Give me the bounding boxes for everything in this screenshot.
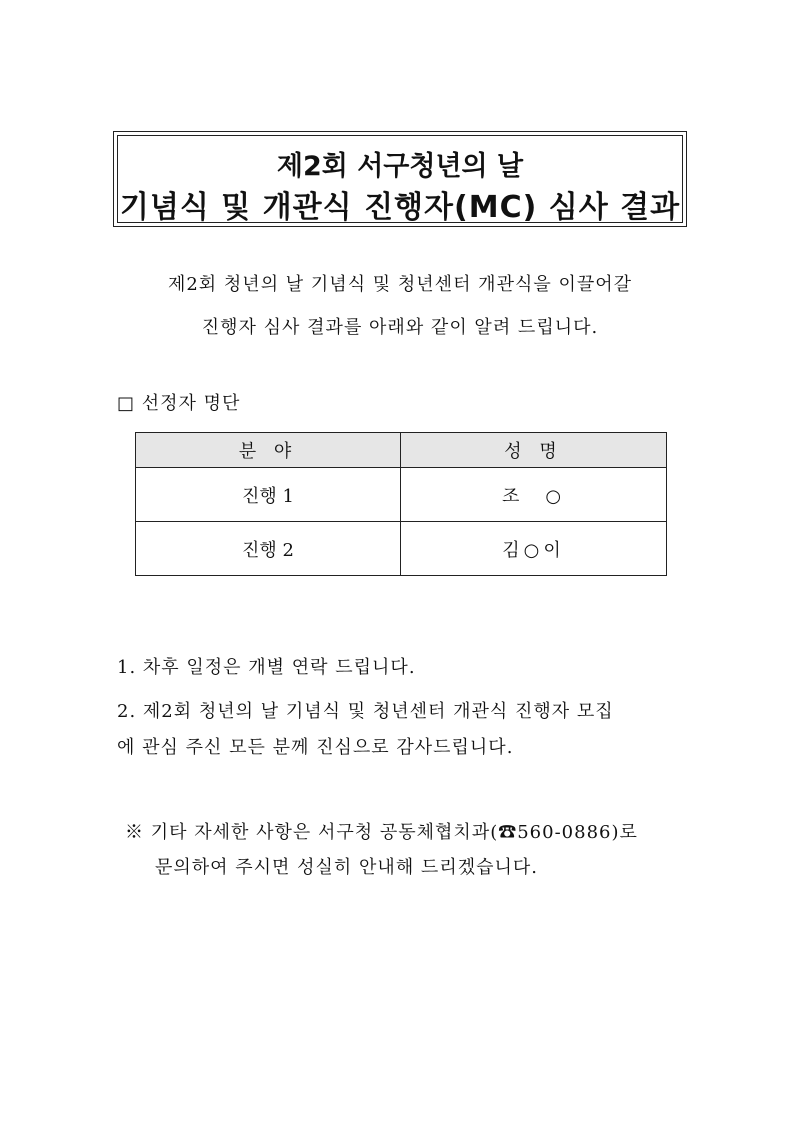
contact-line-1: ※ 기타 자세한 사항은 서구청 공동체협치과(☎560-0886)로	[125, 822, 638, 843]
row-1-name: 조 ○	[401, 468, 667, 522]
contact-line-2: 문의하여 주시면 성실히 안내해 드리겠습니다.	[155, 857, 538, 878]
title-line-1: 제2회 서구청년의 날	[276, 151, 524, 182]
title-line-2: 기념식 및 개관식 진행자(MC) 심사 결과	[119, 190, 681, 225]
title-box-inner-border	[117, 135, 683, 223]
note-item-1: 1. 차후 일정은 개별 연락 드립니다.	[117, 657, 416, 678]
table-row	[136, 522, 667, 576]
title-box	[113, 131, 687, 227]
note-item-2-line-1: 2. 제2회 청년의 날 기념식 및 청년센터 개관식 진행자 모집	[117, 701, 614, 722]
row-2-field: 진행 2	[136, 522, 401, 576]
winners-table	[135, 432, 667, 576]
intro-line-2: 진행자 심사 결과를 아래와 같이 알려 드립니다.	[201, 317, 599, 338]
row-1-field: 진행 1	[136, 468, 401, 522]
table-header-row	[136, 433, 667, 468]
section-heading-winners: □ 선정자 명단	[117, 393, 241, 414]
row-2-name: 김○이	[401, 522, 667, 576]
table-row	[136, 468, 667, 522]
note-item-2-line-2: 에 관심 주신 모든 분께 진심으로 감사드립니다.	[117, 737, 514, 758]
header-field: 분 야	[136, 433, 401, 468]
intro-line-1: 제2회 청년의 날 기념식 및 청년센터 개관식을 이끌어갈	[167, 274, 633, 295]
header-name: 성 명	[401, 433, 667, 468]
